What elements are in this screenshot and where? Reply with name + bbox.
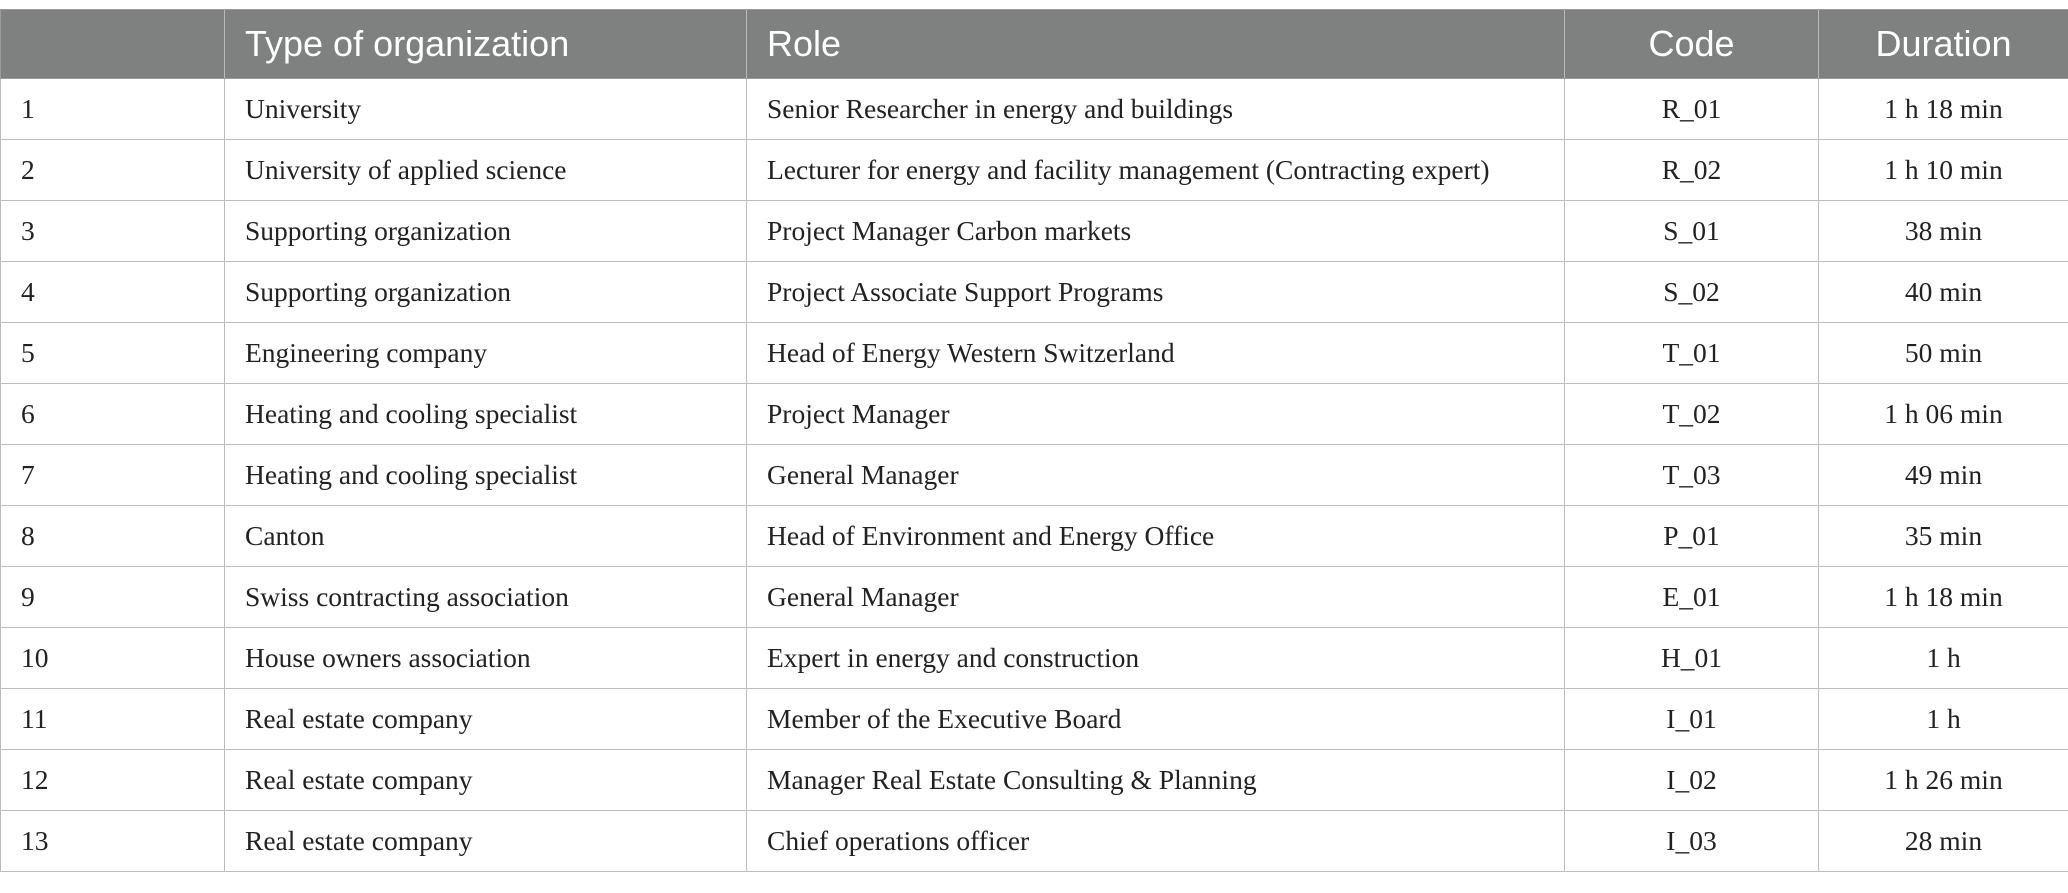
- cell-type-of-organization: Supporting organization: [225, 201, 747, 262]
- cell-type-of-organization: Heating and cooling specialist: [225, 445, 747, 506]
- cell-code: R_01: [1565, 79, 1819, 140]
- cell-duration: 1 h: [1819, 689, 2068, 750]
- cell-code: I_03: [1565, 811, 1819, 872]
- cell-code: T_03: [1565, 445, 1819, 506]
- table-row: [1, 628, 2068, 689]
- cell-role: Project Manager Carbon markets: [747, 201, 1565, 262]
- cell-index: 13: [1, 811, 225, 872]
- table-row: [1, 384, 2068, 445]
- cell-duration: 1 h 18 min: [1819, 567, 2068, 628]
- cell-type-of-organization: House owners association: [225, 628, 747, 689]
- cell-role: General Manager: [747, 445, 1565, 506]
- table-header: [1, 10, 2068, 79]
- cell-code: S_01: [1565, 201, 1819, 262]
- cell-role: Expert in energy and construction: [747, 628, 1565, 689]
- cell-type-of-organization: Real estate company: [225, 811, 747, 872]
- cell-index: 9: [1, 567, 225, 628]
- cell-type-of-organization: University of applied science: [225, 140, 747, 201]
- cell-role: General Manager: [747, 567, 1565, 628]
- cell-type-of-organization: Canton: [225, 506, 747, 567]
- cell-type-of-organization: Real estate company: [225, 750, 747, 811]
- table-row: [1, 201, 2068, 262]
- table-row: [1, 140, 2068, 201]
- cell-type-of-organization: Real estate company: [225, 689, 747, 750]
- cell-role: Member of the Executive Board: [747, 689, 1565, 750]
- cell-role: Chief operations officer: [747, 811, 1565, 872]
- cell-duration: 1 h 06 min: [1819, 384, 2068, 445]
- cell-index: 1: [1, 79, 225, 140]
- cell-index: 5: [1, 323, 225, 384]
- table-row: [1, 689, 2068, 750]
- cell-role: Manager Real Estate Consulting & Planning: [747, 750, 1565, 811]
- cell-duration: 1 h 18 min: [1819, 79, 2068, 140]
- cell-duration: 38 min: [1819, 201, 2068, 262]
- cell-index: 6: [1, 384, 225, 445]
- interviewee-table: [0, 9, 2068, 872]
- header-code: Code: [1565, 10, 1819, 79]
- header-duration: Duration: [1819, 10, 2068, 79]
- cell-code: S_02: [1565, 262, 1819, 323]
- cell-index: 11: [1, 689, 225, 750]
- cell-index: 2: [1, 140, 225, 201]
- cell-duration: 1 h 10 min: [1819, 140, 2068, 201]
- cell-index: 7: [1, 445, 225, 506]
- cell-code: E_01: [1565, 567, 1819, 628]
- cell-type-of-organization: Swiss contracting association: [225, 567, 747, 628]
- cell-role: Senior Researcher in energy and buildings: [747, 79, 1565, 140]
- cell-index: 3: [1, 201, 225, 262]
- header-type-of-organization: Type of organization: [225, 10, 747, 79]
- cell-duration: 50 min: [1819, 323, 2068, 384]
- table-row: [1, 323, 2068, 384]
- cell-type-of-organization: Supporting organization: [225, 262, 747, 323]
- table-body: [1, 79, 2068, 872]
- table-row: [1, 506, 2068, 567]
- table-row: [1, 811, 2068, 872]
- cell-code: P_01: [1565, 506, 1819, 567]
- cell-duration: 28 min: [1819, 811, 2068, 872]
- header-role: Role: [747, 10, 1565, 79]
- cell-code: I_01: [1565, 689, 1819, 750]
- cell-index: 12: [1, 750, 225, 811]
- cell-duration: 1 h 26 min: [1819, 750, 2068, 811]
- header-index: [1, 10, 225, 79]
- cell-code: H_01: [1565, 628, 1819, 689]
- table-row: [1, 750, 2068, 811]
- cell-index: 10: [1, 628, 225, 689]
- cell-duration: 35 min: [1819, 506, 2068, 567]
- table-row: [1, 262, 2068, 323]
- table-row: [1, 567, 2068, 628]
- cell-type-of-organization: Heating and cooling specialist: [225, 384, 747, 445]
- cell-type-of-organization: University: [225, 79, 747, 140]
- cell-index: 8: [1, 506, 225, 567]
- cell-index: 4: [1, 262, 225, 323]
- table-row: [1, 79, 2068, 140]
- cell-duration: 40 min: [1819, 262, 2068, 323]
- cell-code: I_02: [1565, 750, 1819, 811]
- header-row: [1, 10, 2068, 79]
- cell-role: Head of Energy Western Switzerland: [747, 323, 1565, 384]
- cell-role: Project Associate Support Programs: [747, 262, 1565, 323]
- cell-role: Project Manager: [747, 384, 1565, 445]
- cell-code: T_02: [1565, 384, 1819, 445]
- cell-code: R_02: [1565, 140, 1819, 201]
- cell-code: T_01: [1565, 323, 1819, 384]
- cell-role: Lecturer for energy and facility management (Contracting expert): [747, 140, 1565, 201]
- table-row: [1, 445, 2068, 506]
- cell-duration: 1 h: [1819, 628, 2068, 689]
- cell-duration: 49 min: [1819, 445, 2068, 506]
- cell-type-of-organization: Engineering company: [225, 323, 747, 384]
- cell-role: Head of Environment and Energy Office: [747, 506, 1565, 567]
